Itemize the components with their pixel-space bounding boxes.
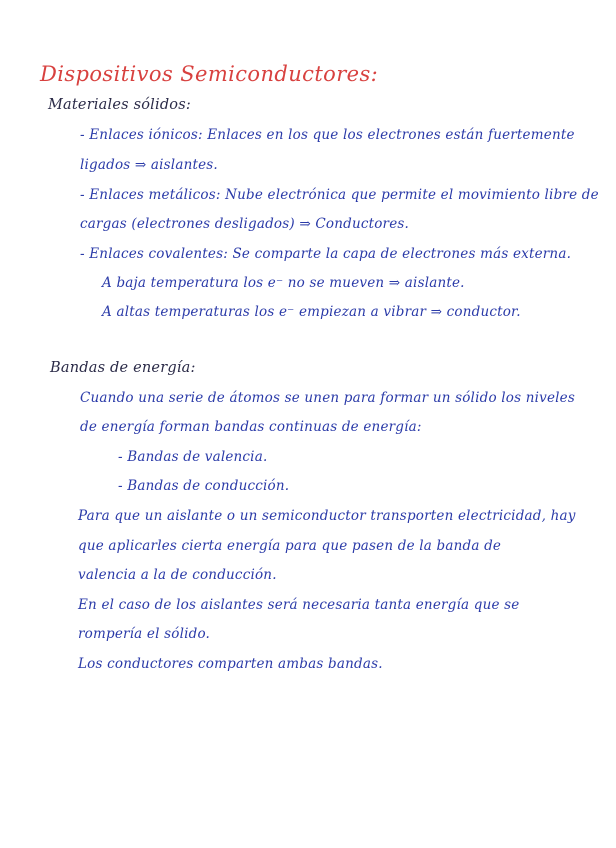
section-heading-materiales: Materiales sólidos:	[48, 97, 191, 113]
section-heading-bandas: Bandas de energía:	[50, 360, 196, 376]
text-line: valencia a la de conducción.	[78, 567, 277, 583]
text-line: cargas (electrones desligados) ⇒ Conductores.	[80, 216, 410, 232]
text-line: Los conductores comparten ambas bandas.	[78, 656, 383, 672]
text-line: Para que un aislante o un semiconductor transporten electricidad, hay	[78, 508, 576, 524]
text-line: - Enlaces metálicos: Nube electrónica que permite el movimiento libre de	[80, 187, 599, 203]
text-line: Cuando una serie de átomos se unen para formar un sólido los niveles	[80, 390, 575, 406]
text-line: rompería el sólido.	[78, 626, 211, 642]
text-line: - Bandas de valencia.	[118, 449, 268, 465]
text-line: que aplicarles cierta energía para que pasen de la banda de	[78, 538, 502, 554]
text-line: - Bandas de conducción.	[118, 478, 290, 494]
text-line: de energía forman bandas continuas de energía:	[80, 419, 422, 435]
text-line: A altas temperaturas los e⁻ empiezan a vibrar ⇒ conductor.	[102, 304, 521, 320]
page-title: Dispositivos Semiconductores:	[40, 62, 379, 86]
text-line: En el caso de los aislantes será necesaria tanta energía que se	[78, 597, 520, 613]
text-line: - Enlaces covalentes: Se comparte la capa de electrones más externa.	[80, 246, 572, 262]
text-line: ligados ⇒ aislantes.	[80, 157, 218, 173]
text-line: A baja temperatura los e⁻ no se mueven ⇒ aislante.	[102, 275, 465, 291]
text-line: - Enlaces iónicos: Enlaces en los que los electrones están fuertemente	[80, 127, 575, 143]
